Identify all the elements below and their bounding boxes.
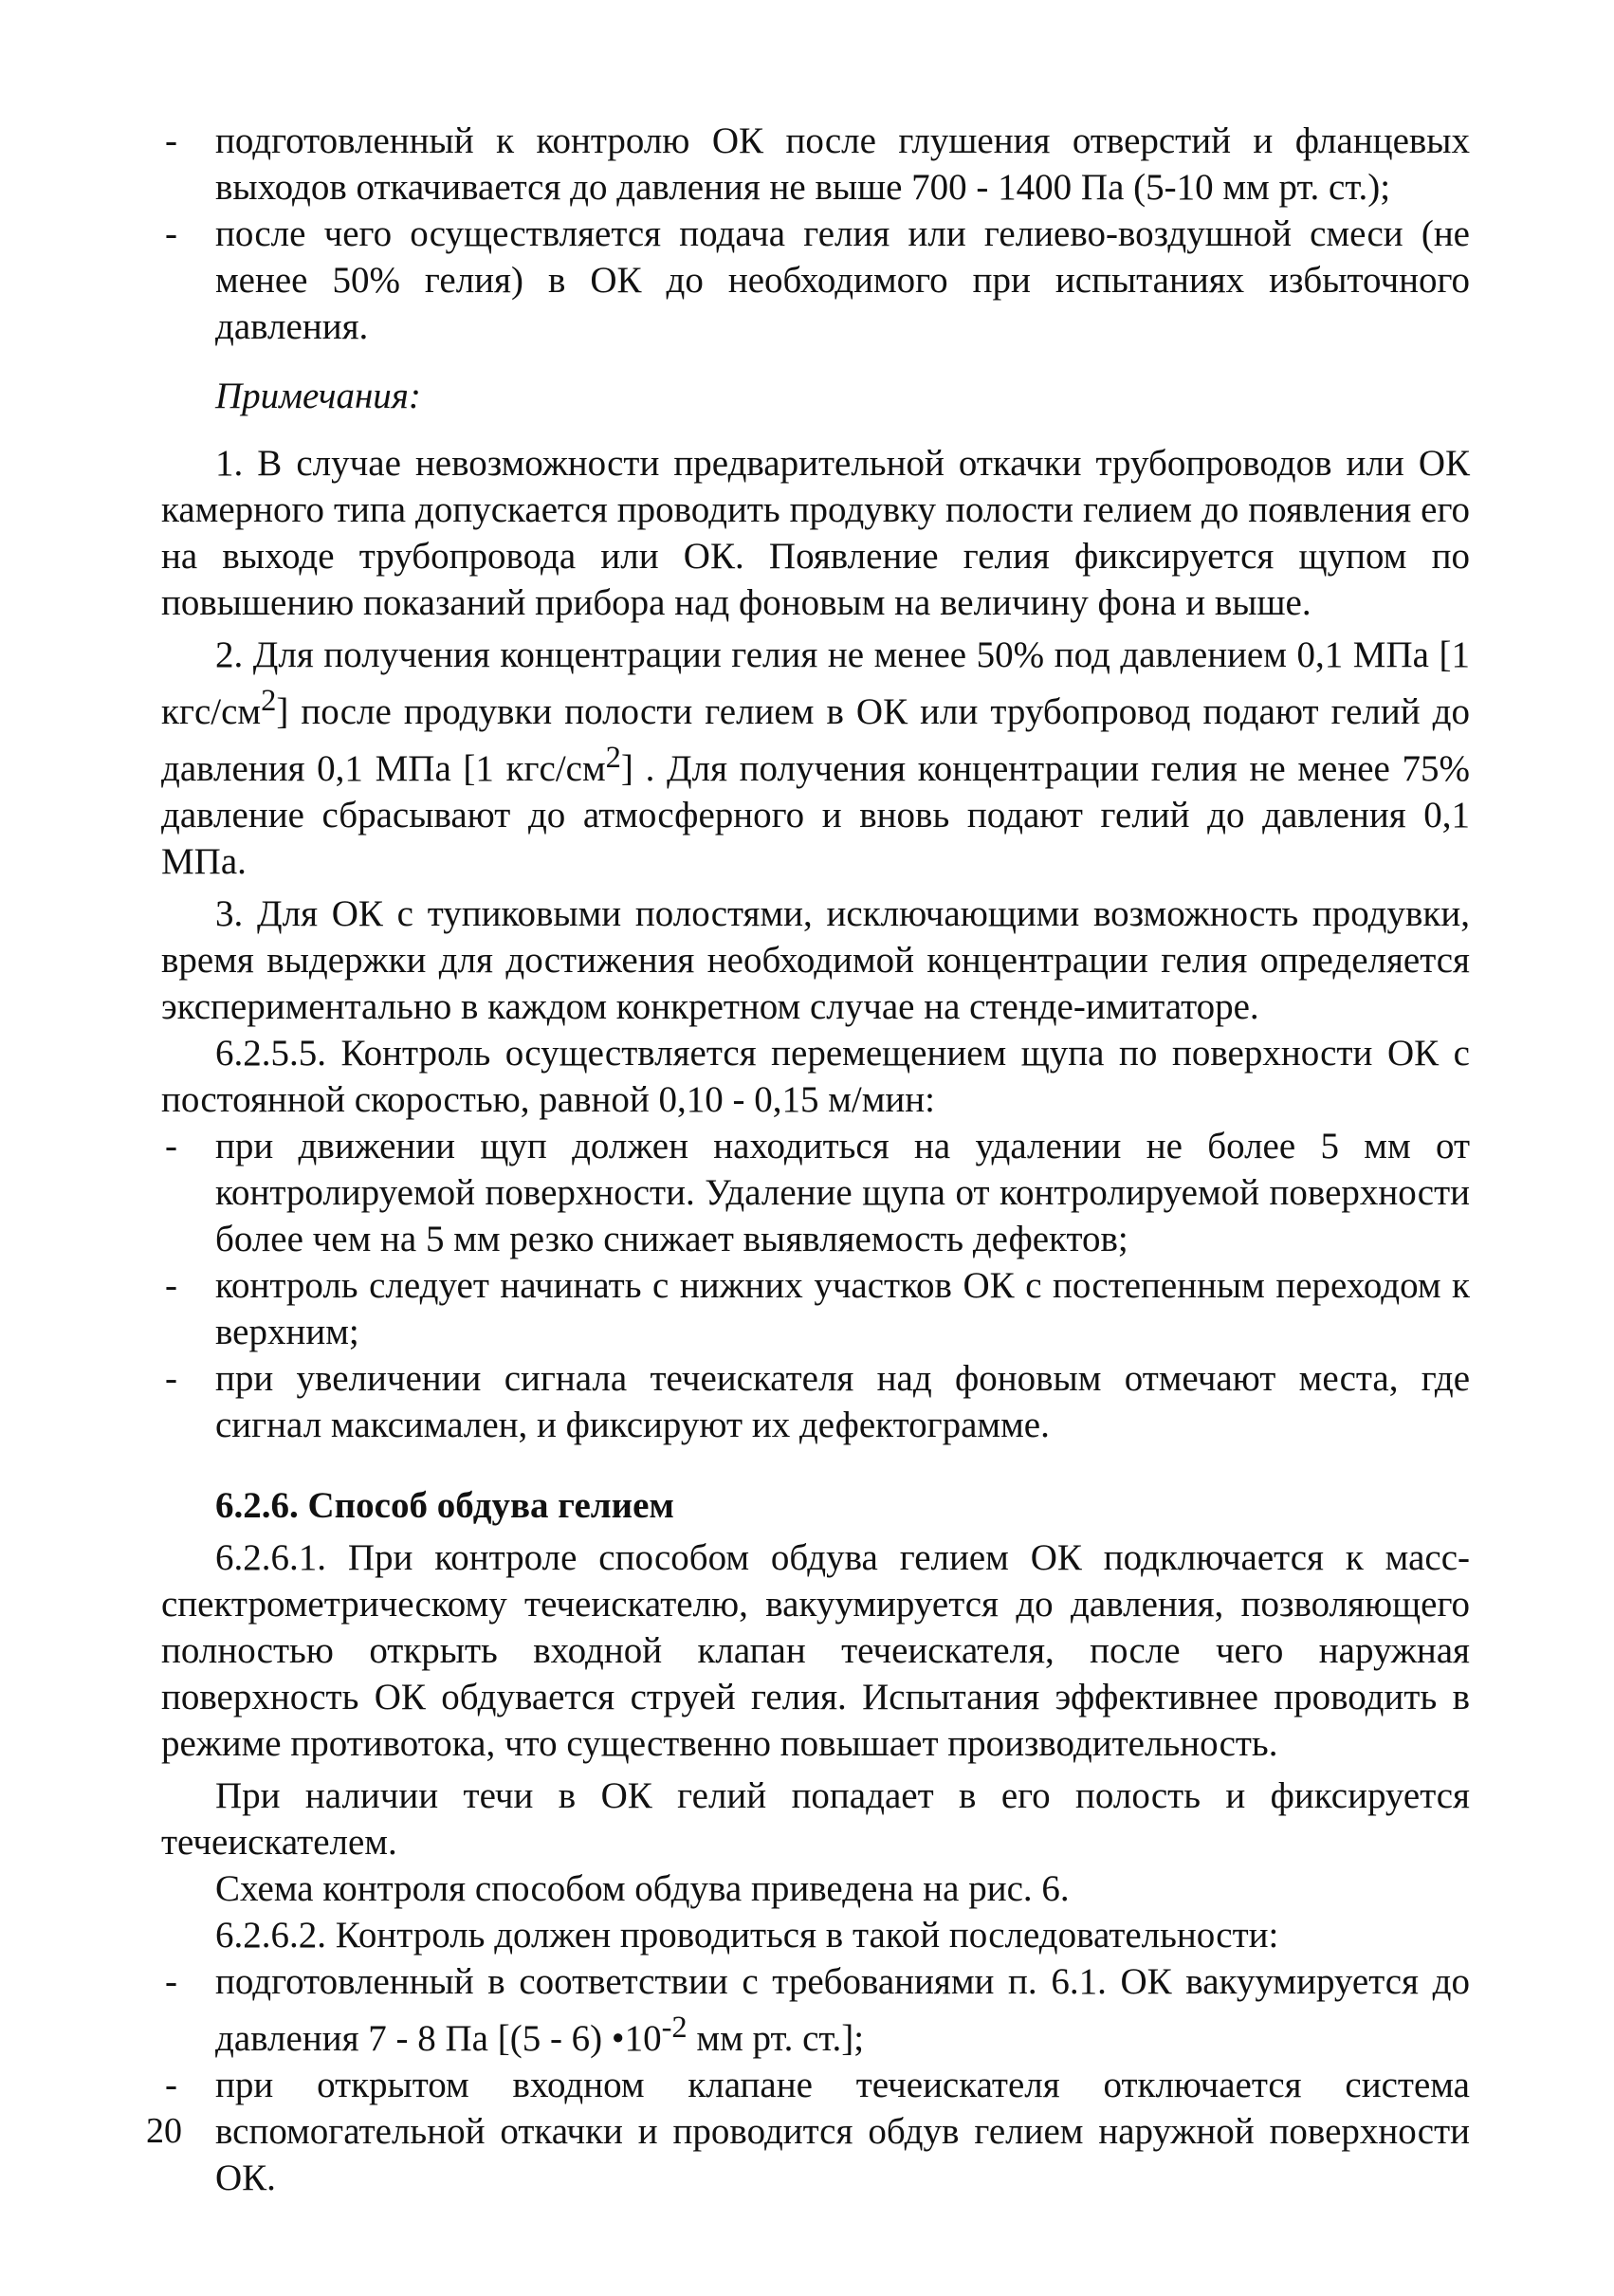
bullet-text-part-1: подготовленный в соответствии с требованиями п. 6.1. ОК вакуумируется до давления 7 - 8 Па [(5 - 6) •10	[215, 1961, 1470, 2059]
bullet-item	[161, 1355, 1470, 1448]
bullet-item	[161, 118, 1470, 211]
bullet-text: при открытом входном клапане течеискателя отключается система вспомогательной откачки и проводится обдув гелием наружной поверхности ОК.	[215, 2065, 1470, 2198]
superscript: -2	[661, 2011, 688, 2045]
paragraph-6-2-6-2: 6.2.6.2. Контроль должен проводиться в такой последовательности:	[215, 1915, 1279, 1956]
note-3: 3. Для ОК с тупиковыми полостями, исключающими возможность продувки, время выдержки для достижения необходимой концентрации гелия определяется экспериментально в каждом конкретном случае на стенде-имитаторе.	[161, 893, 1470, 1027]
bullet-text: подготовленный к контролю ОК после глушения отверстий и фланцевых выходов откачивается до давления не выше 700 - 1400 Па (5-10 мм рт. ст.);	[215, 120, 1470, 208]
bullet-item	[161, 1262, 1470, 1355]
note-2	[161, 632, 1470, 885]
paragraph-leak: При наличии течи в ОК гелий попадает в его полость и фиксируется течеискателем.	[161, 1775, 1470, 1863]
paragraph-6-2-6-1: 6.2.6.1. При контроле способом обдува гелием ОК подключается к масс-спектрометрическому течеискателю, вакуумируется до давления, позволяющего полностью открыть входной клапан течеискателя, после чего наружная поверхность ОК обдувается струей гелия. Испытания эффективнее проводить в режиме противотока, что существенно повышает производительность.	[161, 1537, 1470, 1764]
bullet-item	[161, 2062, 1470, 2201]
bullet-dash: -	[165, 1961, 177, 2002]
bullet-dash: -	[165, 1265, 177, 1306]
paragraph-scheme: Схема контроля способом обдува приведена на рис. 6.	[215, 1868, 1070, 1909]
bullet-dash: -	[165, 213, 177, 254]
bullet-text: после чего осуществляется подача гелия или гелиево-воздушной смеси (не менее 50% гелия) в ОК до необходимого при испытаниях избыточного давления.	[215, 213, 1470, 347]
page-content	[161, 118, 1470, 2201]
bullet-text: при увеличении сигнала течеискателя над фоновым отмечают места, где сигнал максимален, и фиксируют их дефектограмме.	[215, 1358, 1470, 1445]
note-1: 1. В случае невозможности предварительной откачки трубопроводов или ОК камерного типа допускается проводить продувку полости гелием до появления его на выходе трубопровода или ОК. Появление гелия фиксируется щупом по повышению показаний прибора над фоновым на величину фона и выше.	[161, 443, 1470, 623]
bullet-text: при движении щуп должен находиться на удалении не более 5 мм от контролируемой поверхности. Удаление щупа от контролируемой поверхности более чем на 5 мм резко снижает выявляемость дефектов;	[215, 1126, 1470, 1259]
note-2-part-1: 2. Для получения концентрации гелия не менее 50% под давлением 0,1 МПа [1 кгс/см	[161, 634, 1470, 732]
superscript: 2	[261, 684, 277, 718]
bullet-dash: -	[165, 1126, 177, 1166]
bullet-text-part-2: мм рт. ст.];	[687, 2018, 865, 2059]
bullet-dash: -	[165, 1358, 177, 1399]
bullet-text: контроль следует начинать с нижних участков ОК с постепенным переходом к верхним;	[215, 1265, 1470, 1352]
bullet-text	[215, 1961, 1470, 2059]
bullet-dash: -	[165, 2065, 177, 2105]
notes-title: Примечания:	[215, 376, 421, 416]
bullet-item	[161, 1123, 1470, 1262]
note-2-part-2: ] после продувки полости гелием в ОК или трубопровод подают гелий до давления 0,1 МПа [1 кгс/см	[161, 691, 1470, 789]
bullet-item	[161, 1958, 1470, 2062]
bullet-item	[161, 211, 1470, 350]
note-2-part-3: ] . Для получения концентрации гелия не менее 75% давление сбрасывают до атмосферного и вновь подают гелий до давления 0,1 МПа.	[161, 748, 1470, 882]
section-heading-6-2-6: 6.2.6. Способ обдува гелием	[215, 1485, 674, 1526]
paragraph-6-2-5-5: 6.2.5.5. Контроль осуществляется перемещением щупа по поверхности ОК с постоянной скоростью, равной 0,10 - 0,15 м/мин:	[161, 1033, 1470, 1120]
superscript: 2	[605, 741, 621, 775]
bullet-dash: -	[165, 120, 177, 161]
page-number: 20	[146, 2111, 182, 2151]
